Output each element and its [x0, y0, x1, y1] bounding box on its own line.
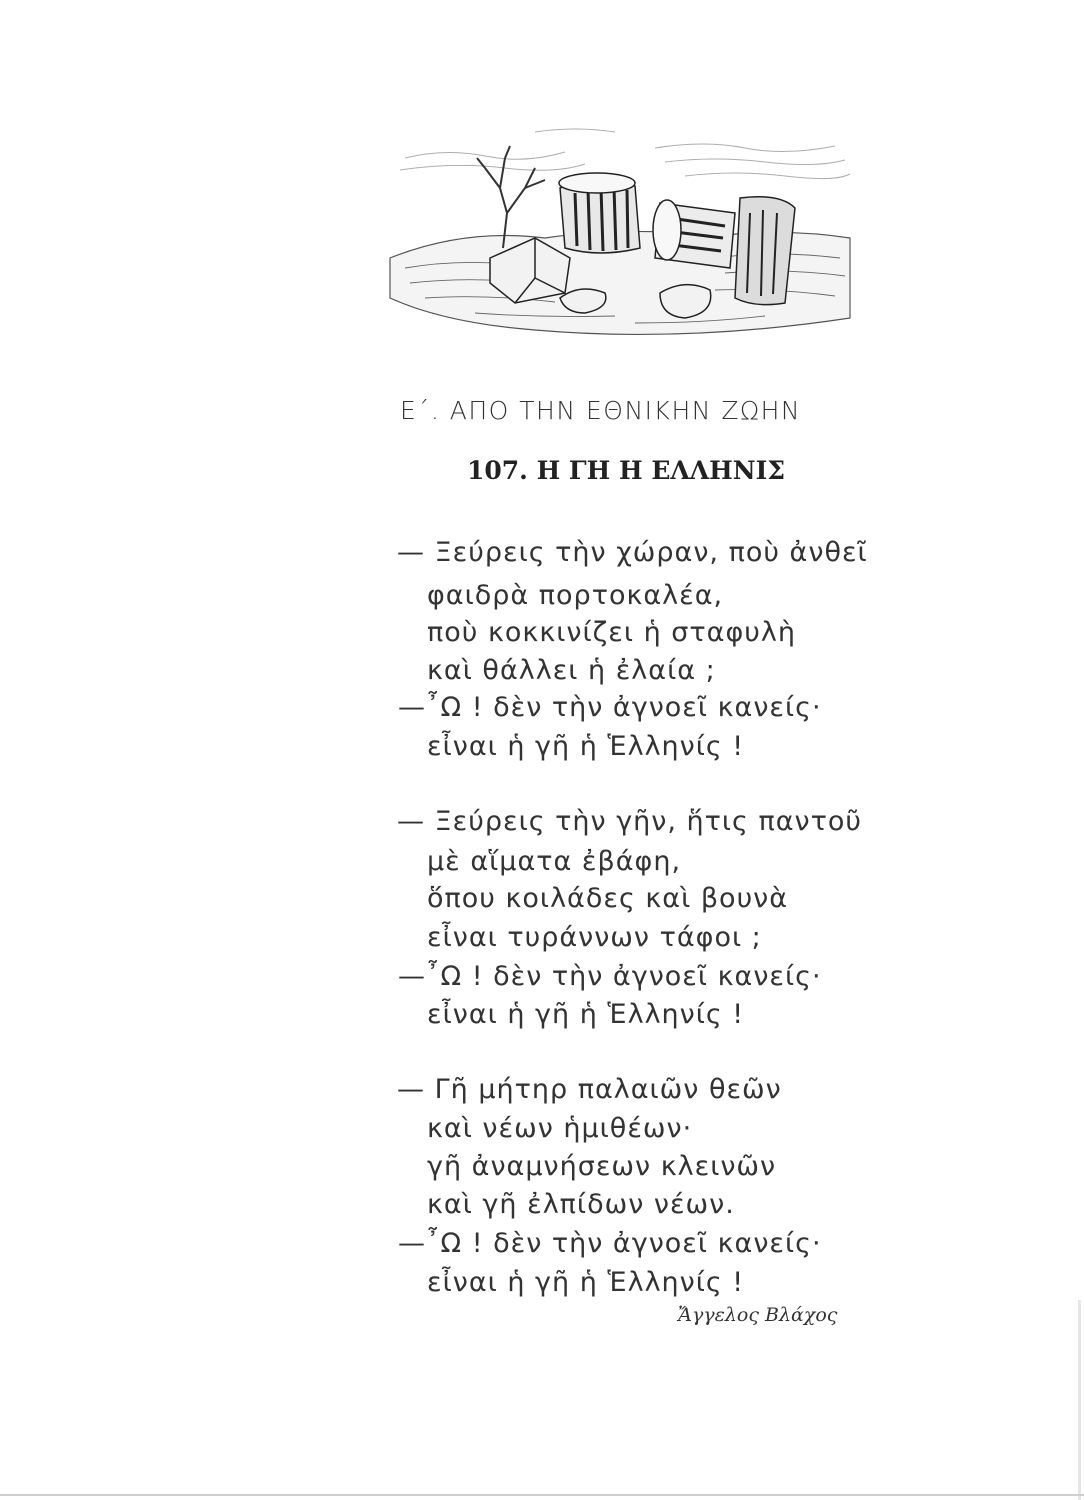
poem-line: — Ξεύρεις τὴν γῆν, ἥτις παντοῦ: [397, 806, 862, 837]
section-heading: Ε΄. ΑΠΟ ΤΗΝ ΕΘΝΙΚΗΝ ΖΩΗΝ: [400, 396, 802, 425]
poem-line: —῏Ω ! δὲν τὴν ἀγνοεῖ κανείς·: [398, 1228, 822, 1259]
poem-line: καὶ γῆ ἐλπίδων νέων.: [427, 1189, 735, 1220]
poem-line: ὅπου κοιλάδες καὶ βουνὰ: [427, 883, 789, 914]
poem-line: — Ξεύρεις τὴν χώραν, ποὺ ἀνθεῖ: [397, 537, 868, 568]
poem-line: φαιδρὰ πορτοκαλέα,: [427, 580, 724, 611]
poem-line: γῆ ἀναμνήσεων κλεινῶν: [427, 1151, 777, 1182]
poem-line: —῏Ω ! δὲν τὴν ἀγνοεῖ κανείς·: [398, 961, 822, 992]
page-edge: [0, 1494, 1084, 1496]
poem-line: ποὺ κοκκινίζει ἡ σταφυλὴ: [427, 617, 796, 648]
page-edge: [1078, 1300, 1081, 1500]
poem-line: εἶναι ἡ γῆ ἡ Ἑλληνίς !: [427, 731, 745, 762]
poem-line: εἶναι ἡ γῆ ἡ Ἑλληνίς !: [427, 1267, 745, 1298]
ruins-landscape-icon: [385, 118, 855, 343]
poem-line: καὶ θάλλει ἡ ἐλαία ;: [427, 655, 716, 686]
poem-line: καὶ νέων ἡμιθέων·: [427, 1113, 693, 1144]
poem-title: 107. Η ΓΗ Η ΕΛΛΗΝΙΣ: [467, 456, 786, 485]
poem-line: — Γῆ μήτηρ παλαιῶν θεῶν: [397, 1074, 782, 1105]
poem-line: εἶναι ἡ γῆ ἡ Ἑλληνίς !: [427, 999, 745, 1030]
poem-line: εἶναι τυράννων τάφοι ;: [427, 922, 762, 953]
poem-line: μὲ αἵματα ἐβάφη,: [427, 846, 682, 877]
poem-line: —῏Ω ! δὲν τὴν ἀγνοεῖ κανείς·: [398, 692, 822, 723]
author-signature: Ἄγγελος Βλάχος: [678, 1304, 838, 1326]
